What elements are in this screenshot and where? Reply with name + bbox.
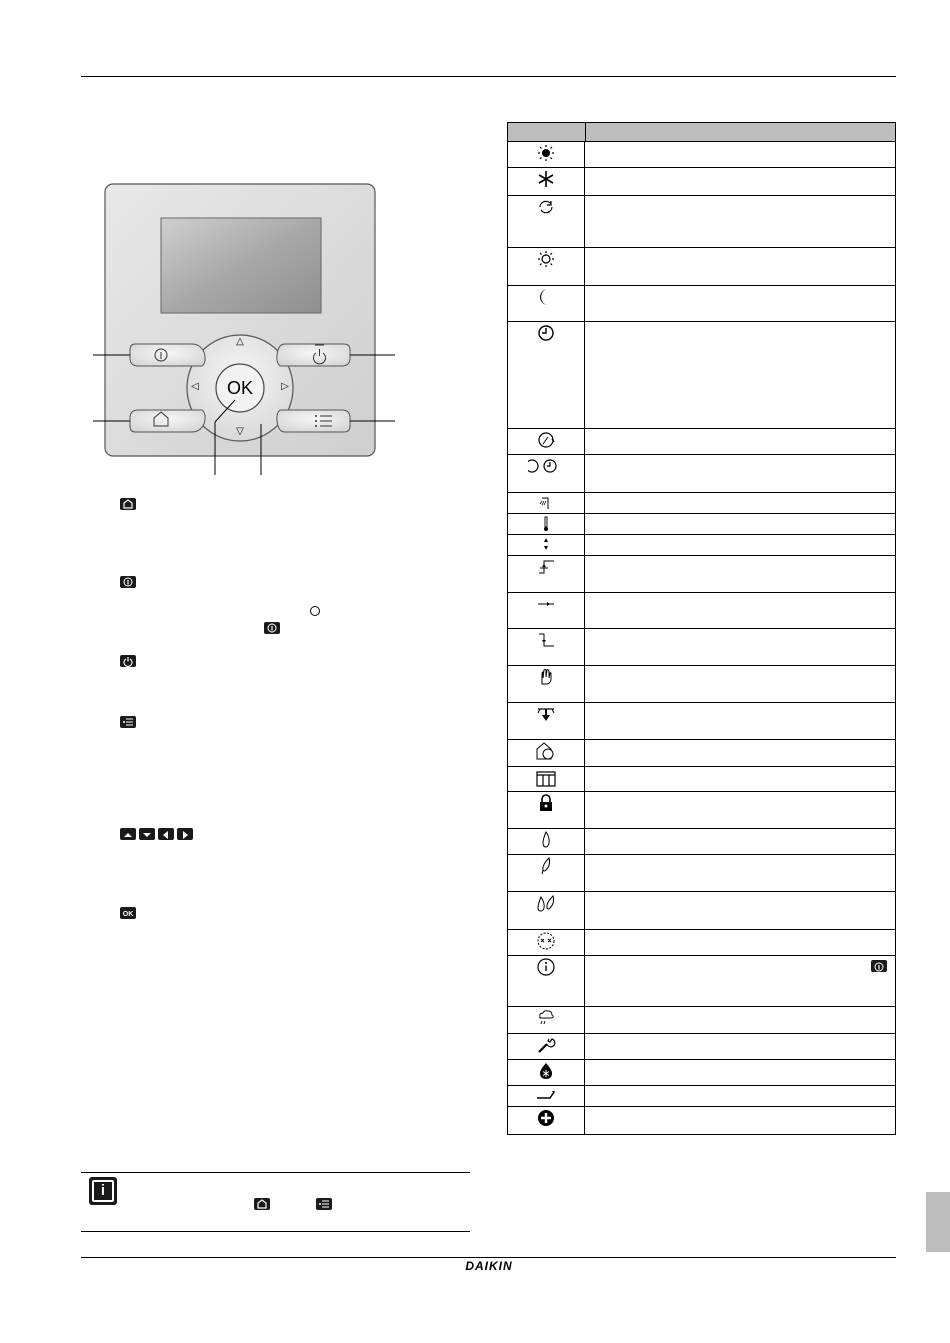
comfort-sun-icon (508, 248, 585, 285)
info-note-icon (89, 1177, 117, 1205)
note-home-icon (254, 1198, 270, 1210)
table-row (507, 1007, 896, 1034)
auto-changeover-icon (508, 196, 585, 247)
arrow-keys-icon (120, 828, 194, 840)
table-row (507, 429, 896, 455)
table-row (507, 593, 896, 629)
info-key-icon (871, 960, 887, 972)
antifreeze-icon (508, 1060, 585, 1085)
error-face-icon (508, 930, 585, 955)
note-icon-label: i (100, 1182, 106, 1199)
ok-key-icon (120, 907, 136, 919)
left-key-icon (158, 828, 174, 840)
weather-dependent-flat-icon (508, 593, 585, 628)
up-key-icon (120, 828, 136, 840)
table-row (507, 1086, 896, 1107)
lock-icon (508, 792, 585, 828)
home-icon (120, 498, 136, 510)
daikin-logo: DAIKIN (465, 1259, 513, 1273)
nav-down-arrow[interactable]: ▽ (236, 426, 244, 437)
info-inline-icon (310, 606, 320, 616)
svg-text:OK: OK (122, 911, 134, 918)
dhw-reheat-schedule-icon (508, 455, 585, 492)
table-row (507, 956, 896, 1007)
weather-dependent-down-icon (508, 629, 585, 665)
info-circle-icon (508, 956, 585, 1006)
section-tab (926, 1192, 950, 1252)
table-row (507, 196, 896, 248)
table-row (507, 535, 896, 556)
header-rule (81, 76, 896, 77)
weather-dependent-up-icon (508, 556, 585, 592)
table-row (507, 455, 896, 493)
sun-heating-icon (508, 142, 585, 167)
shower-icon (508, 493, 585, 513)
table-row (507, 142, 896, 168)
wrench-icon (508, 1034, 585, 1059)
nav-up-arrow[interactable]: △ (236, 336, 244, 347)
up-down-icon (508, 535, 585, 555)
flame-leaf-icon (508, 892, 585, 929)
table-row (507, 892, 896, 930)
thermometer-icon (508, 514, 585, 534)
table-row (507, 514, 896, 535)
gift-vacation-icon (508, 767, 585, 791)
table-header (507, 122, 896, 142)
heater-pipe-icon (508, 1086, 585, 1106)
table-row (507, 666, 896, 703)
controller-illustration (80, 180, 400, 490)
note-bottom-rule (81, 1231, 470, 1232)
info-inline-key-icon (264, 622, 280, 634)
table-row (507, 168, 896, 196)
schedule-clock-icon (508, 322, 585, 428)
table-row (507, 556, 896, 593)
table-row (507, 322, 896, 429)
nav-left-arrow[interactable]: ◁ (191, 381, 199, 392)
table-row (507, 740, 896, 767)
leaf-icon (508, 855, 585, 891)
table-row (507, 792, 896, 829)
flame-icon (508, 829, 585, 854)
snowflake-cooling-icon (508, 168, 585, 195)
controller-drawing (80, 180, 400, 490)
table-row (507, 855, 896, 892)
table-row (507, 703, 896, 740)
menu-icon (120, 716, 136, 728)
defrost-icon (508, 703, 585, 739)
down-key-icon (139, 828, 155, 840)
right-key-icon (177, 828, 193, 840)
table-row (507, 1034, 896, 1060)
eco-moon-icon (508, 286, 585, 321)
table-row (507, 248, 896, 286)
footer-rule (81, 1257, 896, 1258)
note-top-rule (81, 1172, 470, 1173)
ok-button[interactable]: OK (226, 378, 253, 398)
nav-right-arrow[interactable]: ▷ (281, 381, 289, 392)
table-row (507, 629, 896, 666)
holiday-home-icon (508, 740, 585, 766)
dhw-reheat-icon (508, 429, 585, 454)
table-row (507, 1060, 896, 1086)
manual-hand-icon (508, 666, 585, 702)
table-row (507, 767, 896, 792)
table-row (507, 1107, 896, 1135)
cloud-rain-icon (508, 1007, 585, 1033)
table-row (507, 493, 896, 514)
plus-circle-icon (508, 1107, 585, 1134)
table-row (507, 286, 896, 322)
info-icon (120, 576, 136, 588)
power-icon (120, 655, 136, 667)
note-menu-icon (316, 1198, 332, 1210)
table-row (507, 829, 896, 855)
table-row (507, 930, 896, 956)
